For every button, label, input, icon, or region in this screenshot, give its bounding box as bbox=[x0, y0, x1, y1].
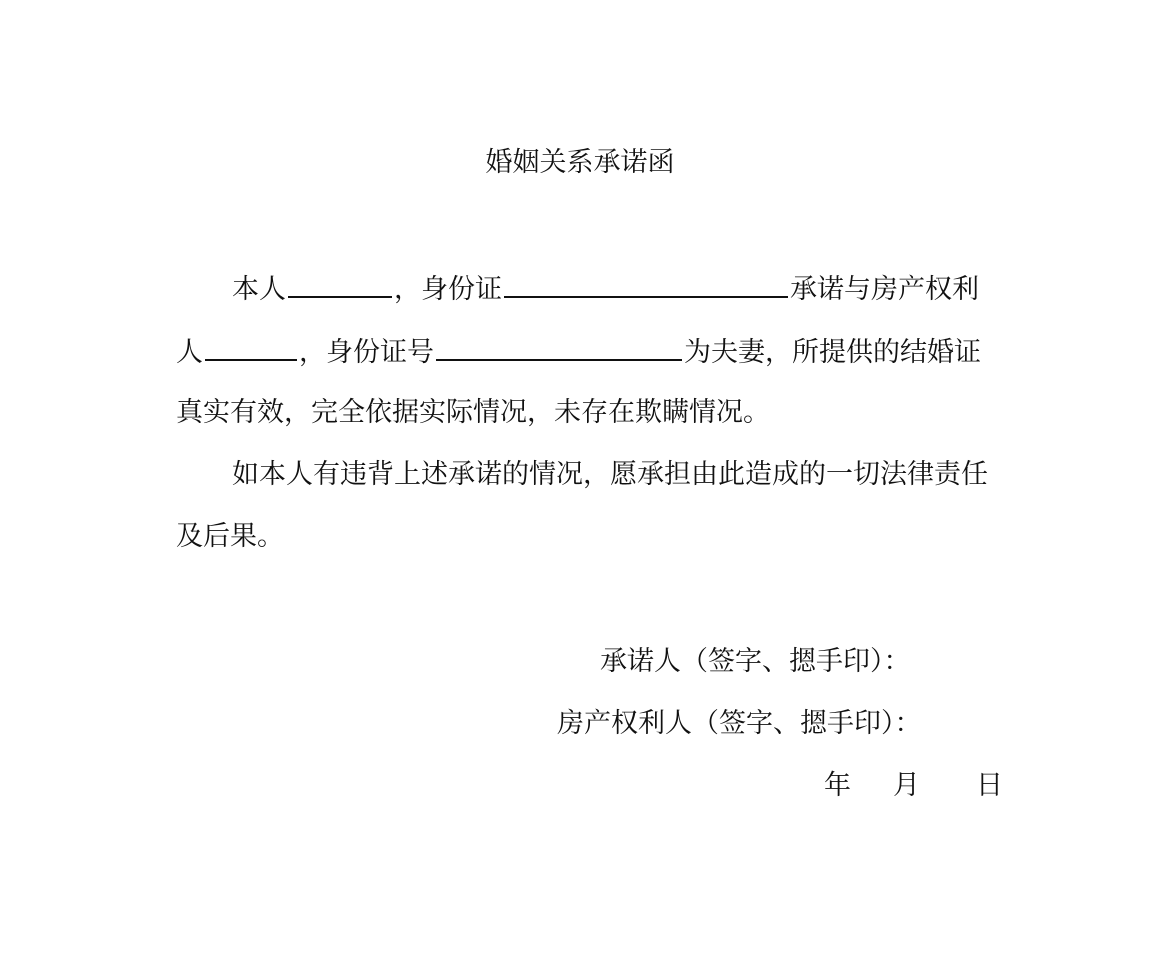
text-segment: 承诺与房产权利 bbox=[790, 274, 979, 305]
paragraph-2-line-2: 及后果。 bbox=[176, 521, 284, 552]
text-segment: 人 bbox=[176, 337, 203, 368]
property-owner-signature-label: 房产权利人（签字、摁手印）： bbox=[557, 708, 922, 739]
paragraph-1-line-1 bbox=[232, 268, 979, 310]
date-year-label: 年 bbox=[824, 770, 851, 801]
promisor-signature-label: 承诺人（签字、摁手印）： bbox=[600, 646, 911, 677]
spouse-id-number-blank-field[interactable] bbox=[436, 331, 682, 361]
name-blank-field[interactable] bbox=[288, 268, 392, 298]
paragraph-1-line-2 bbox=[176, 331, 981, 373]
text-segment: 为夫妻，所提供的结婚证 bbox=[684, 337, 981, 368]
paragraph-1-line-3: 真实有效，完全依据实际情况，未存在欺瞒情况。 bbox=[176, 397, 770, 428]
document-title: 婚姻关系承诺函 bbox=[485, 147, 675, 178]
spouse-name-blank-field[interactable] bbox=[205, 331, 297, 361]
date-month-label: 月 bbox=[893, 770, 920, 801]
id-number-blank-field[interactable] bbox=[504, 268, 788, 298]
date-line bbox=[824, 766, 1003, 806]
text-segment: ，身份证 bbox=[394, 274, 502, 305]
paragraph-2-line-1: 如本人有违背上述承诺的情况，愿承担由此造成的一切法律责任 bbox=[232, 459, 988, 490]
text-segment: 本人 bbox=[232, 274, 286, 305]
text-segment: ，身份证号 bbox=[299, 337, 434, 368]
date-day-label: 日 bbox=[976, 770, 1003, 801]
